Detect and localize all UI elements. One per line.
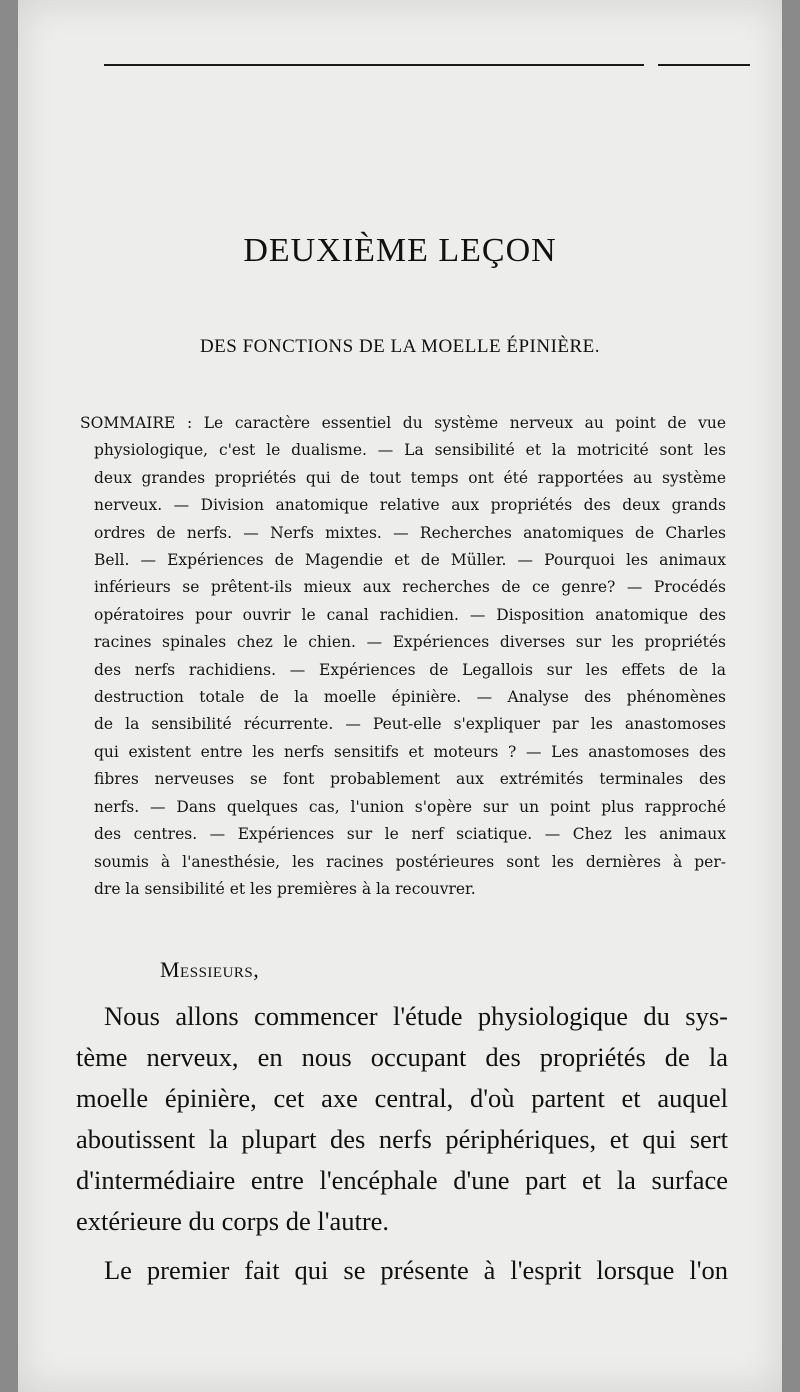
paragraph	[76, 996, 728, 1242]
lesson-subtitle: DES FONCTIONS DE LA MOELLE ÉPINIÈRE.	[199, 336, 601, 357]
sommaire-line: qui existent entre les nerfs sensitifs et moteurs ? — Les anastomoses des	[94, 742, 726, 761]
lesson-title: DEUXIÈME LEÇON	[243, 232, 557, 269]
sommaire-line: deux grandes propriétés qui de tout temps ont été rapportées au système	[94, 468, 726, 487]
paragraph-line: Nous allons commencer l'étude physiologique du sys-	[104, 1001, 728, 1031]
sommaire-block	[80, 410, 726, 903]
paragraph-line: aboutissent la plupart des nerfs périphériques, et qui sert	[76, 1124, 728, 1154]
paragraph-line: tème nerveux, en nous occupant des propriétés de la	[76, 1042, 728, 1072]
sommaire-label: SOMMAIRE	[80, 414, 176, 432]
sommaire-line: racines spinales chez le chien. — Expériences diverses sur les propriétés	[94, 633, 726, 652]
sommaire-line: dre la sensibilité et les premières à la recouvrer.	[94, 879, 476, 898]
sommaire-line: fibres nerveuses se font probablement aux extrémités terminales des	[94, 770, 726, 789]
sommaire-line: SOMMAIRE : Le caractère essentiel du système nerveux au point de vue	[80, 414, 726, 432]
sommaire-line: des nerfs rachidiens. — Expériences de Legallois sur les effets de la	[94, 660, 726, 679]
paragraph-line: extérieure du corps de l'autre.	[76, 1206, 390, 1236]
sommaire-line: nerveux. — Division anatomique relative aux propriétés des deux grands	[94, 496, 726, 515]
sommaire-line: soumis à l'anesthésie, les racines postérieures sont les dernières à per-	[94, 852, 726, 871]
body-text	[76, 996, 728, 1291]
paragraph-line: moelle épinière, cet axe central, d'où partent et auquel	[76, 1083, 728, 1113]
sommaire-line: inférieurs se prêtent-ils mieux aux recherches de ce genre? — Procédés	[94, 578, 726, 597]
sommaire-line: Bell. — Expériences de Magendie et de Müller. — Pourquoi les animaux	[94, 551, 726, 570]
paragraph	[76, 1250, 728, 1291]
sommaire-line: de la sensibilité récurrente. — Peut-elle s'expliquer par les anastomoses	[94, 715, 726, 734]
sommaire-line: ordres de nerfs. — Nerfs mixtes. — Recherches anatomiques de Charles	[94, 523, 726, 542]
sommaire-line: physiologique, c'est le dualisme. — La sensibilité et la motricité sont les	[94, 441, 726, 460]
sommaire-line: opératoires pour ouvrir le canal rachidien. — Disposition anatomique des	[94, 605, 726, 624]
paragraph-line: Le premier fait qui se présente à l'esprit lorsque l'on	[104, 1255, 728, 1285]
sommaire-line: nerfs. — Dans quelques cas, l'union s'opère sur un point plus rapproché	[94, 797, 726, 816]
paragraph-line: d'intermédiaire entre l'encéphale d'une part et la surface	[76, 1165, 728, 1195]
header-rule-right	[658, 64, 750, 66]
sommaire-line: des centres. — Expériences sur le nerf sciatique. — Chez les animaux	[94, 825, 726, 844]
sommaire-line: destruction totale de la moelle épinière. — Analyse des phénomènes	[94, 688, 726, 707]
header-rule-left	[104, 64, 644, 66]
salutation: Messieurs,	[160, 957, 260, 982]
